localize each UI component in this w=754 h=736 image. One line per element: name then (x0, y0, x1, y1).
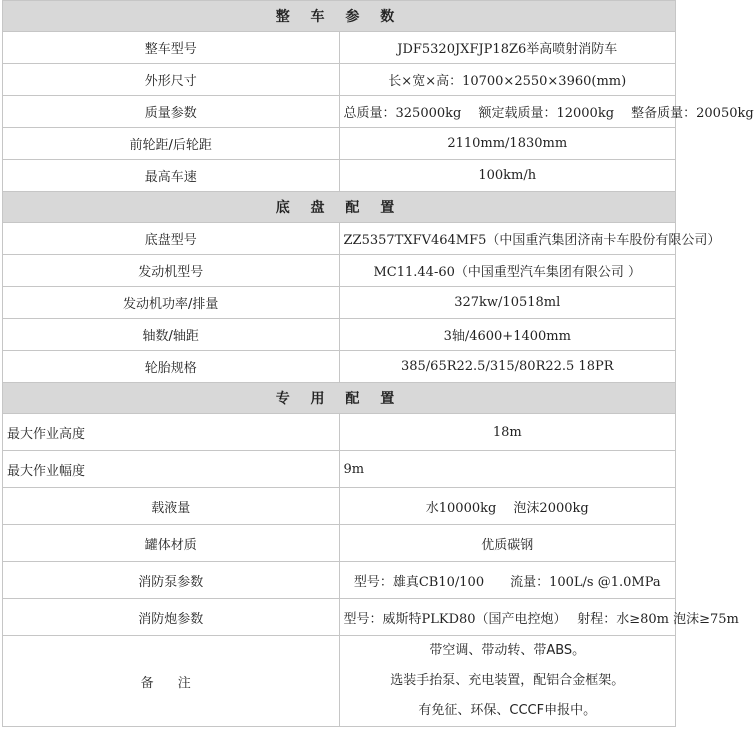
row-value: 2110mm/1830mm (339, 128, 676, 160)
row-label: 发动机功率/排量 (3, 287, 340, 319)
row-label: 外形尺寸 (3, 64, 340, 96)
row-value: 327kw/10518ml (339, 287, 676, 319)
table-row (3, 287, 676, 319)
row-value: 100km/h (339, 160, 676, 192)
row-value: 9m (339, 451, 676, 488)
table-row (3, 128, 676, 160)
row-value: 长×宽×高：10700×2550×3960(mm) (339, 64, 676, 96)
table-row (3, 319, 676, 351)
table-row (3, 255, 676, 287)
row-value: 型号：威斯特PLKD80（国产电控炮） 射程：水≥80m 泡沫≥75m (339, 599, 676, 636)
row-label: 质量参数 (3, 96, 340, 128)
remark-line: 选装手抬泵、充电装置，配铝合金框架。 (390, 673, 625, 688)
row-value: 型号：雄真CB10/100 流量：100L/s @1.0MPa (339, 562, 676, 599)
row-value: 18m (339, 414, 676, 451)
row-label: 轮胎规格 (3, 351, 340, 383)
table-row (3, 599, 676, 636)
section-header-chassis (3, 192, 676, 223)
remark-line: 带空调、带动转、带ABS。 (429, 643, 586, 658)
row-label: 前轮距/后轮距 (3, 128, 340, 160)
row-label: 发动机型号 (3, 255, 340, 287)
section-header-special (3, 383, 676, 414)
row-label: 最高车速 (3, 160, 340, 192)
remarks-label: 备 注 (3, 636, 340, 727)
remarks-content (339, 636, 676, 727)
row-label: 最大作业幅度 (3, 451, 340, 488)
table-row (3, 414, 676, 451)
table-row (3, 64, 676, 96)
remark-line: 有免征、环保、CCCF申报中。 (418, 703, 597, 718)
table-row (3, 488, 676, 525)
row-value: JDF5320JXFJP18Z6举高喷射消防车 (339, 32, 676, 64)
row-label: 罐体材质 (3, 525, 340, 562)
table-row (3, 562, 676, 599)
row-value: 水10000kg 泡沫2000kg (339, 488, 676, 525)
spec-table (2, 0, 754, 727)
section-title: 底 盘 配 置 (3, 192, 676, 223)
table-row (3, 223, 676, 255)
remarks-row (3, 636, 676, 727)
section-title: 整 车 参 数 (3, 1, 676, 32)
row-value: 3轴/4600+1400mm (339, 319, 676, 351)
row-label: 底盘型号 (3, 223, 340, 255)
row-label: 整车型号 (3, 32, 340, 64)
row-label: 最大作业高度 (3, 414, 340, 451)
table-row (3, 32, 676, 64)
row-label: 消防炮参数 (3, 599, 340, 636)
table-row (3, 160, 676, 192)
row-value: ZZ5357TXFV464MF5（中国重汽集团济南卡车股份有限公司） (339, 223, 676, 255)
row-value: 总质量：325000kg 额定载质量：12000kg 整备质量：20050kg (339, 96, 676, 128)
row-label: 消防泵参数 (3, 562, 340, 599)
section-header-vehicle (3, 1, 676, 32)
table-row (3, 96, 676, 128)
row-label: 载液量 (3, 488, 340, 525)
table-row (3, 451, 676, 488)
row-value: 385/65R22.5/315/80R22.5 18PR (339, 351, 676, 383)
table-row (3, 525, 676, 562)
row-label: 轴数/轴距 (3, 319, 340, 351)
section-title: 专 用 配 置 (3, 383, 676, 414)
row-value: 优质碳钢 (339, 525, 676, 562)
table-row (3, 351, 676, 383)
row-value: MC11.44-60（中国重型汽车集团有限公司 ） (339, 255, 676, 287)
